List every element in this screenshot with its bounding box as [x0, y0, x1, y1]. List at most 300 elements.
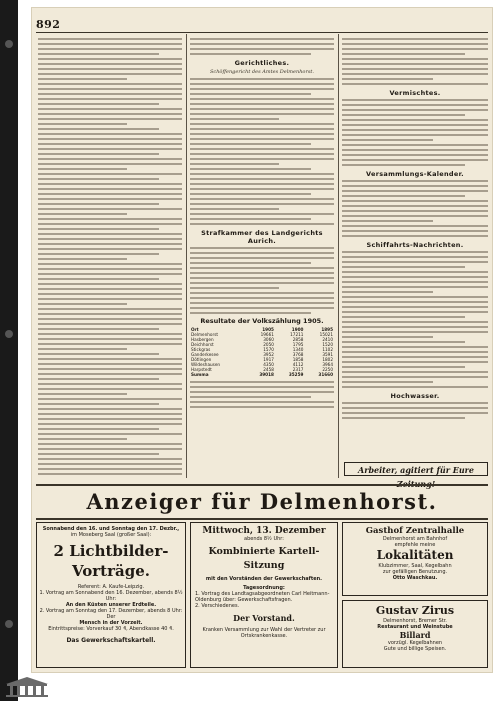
text-line — [38, 443, 182, 445]
text-line — [342, 48, 488, 50]
text-line — [38, 298, 182, 300]
text-line — [38, 108, 182, 110]
text-line — [342, 376, 488, 378]
column-rule-right — [338, 34, 339, 478]
text-line — [190, 113, 334, 115]
text-line — [342, 286, 488, 288]
text-line — [38, 433, 182, 435]
text-line — [342, 346, 488, 348]
banner-top-rule — [36, 484, 488, 486]
text-line — [190, 267, 334, 269]
text-line — [342, 185, 488, 187]
text-line — [342, 215, 488, 217]
text-line — [342, 326, 488, 328]
text-line — [38, 428, 159, 430]
text-line — [38, 393, 127, 395]
census-cell: 35259 — [288, 372, 304, 377]
text-line — [190, 312, 311, 314]
text-line — [342, 402, 488, 404]
text-line — [190, 188, 334, 190]
ad-line: Klubzimmer, Saal, Kegelbahn — [378, 563, 452, 569]
text-line — [190, 108, 334, 110]
text-line — [38, 343, 182, 345]
text-line — [190, 118, 279, 120]
text-line — [190, 203, 334, 205]
census-table — [190, 327, 334, 377]
text-line — [38, 208, 182, 210]
ad-line: Billard — [399, 630, 431, 640]
text-line — [38, 153, 159, 155]
text-line — [38, 268, 182, 270]
text-line — [342, 341, 465, 343]
text-line — [190, 128, 334, 130]
text-line — [190, 103, 334, 105]
text-line — [342, 261, 488, 263]
text-line — [342, 235, 488, 237]
census-cell: Ort — [191, 327, 199, 332]
ad-line: Gasthof Zentralhalle — [365, 526, 465, 536]
text-line — [38, 328, 159, 330]
ad-agenda-item: 2. Verschiedenes. — [195, 603, 240, 609]
text-line — [38, 363, 182, 365]
text-line — [38, 218, 182, 220]
text-line — [190, 257, 334, 259]
text-line — [38, 413, 182, 415]
text-line — [38, 383, 182, 385]
text-line — [342, 366, 465, 368]
ad-line: Sonnabend den 16. und Sonntag den 17. Dezbr., — [42, 526, 180, 532]
binding-hole — [5, 330, 13, 338]
text-line — [342, 104, 488, 106]
text-line — [190, 88, 334, 90]
census-cell: Dötlingen — [191, 357, 212, 362]
ad-line: An den Küsten unserer Erdteile. — [65, 602, 157, 608]
text-line — [38, 288, 182, 290]
ad-line: im Moseberg Saal (großer Saal): — [70, 532, 152, 538]
text-line — [38, 458, 182, 460]
text-line — [38, 258, 127, 260]
census-cell: Ganderkesee — [191, 352, 219, 357]
text-line — [38, 203, 159, 205]
text-line — [342, 331, 488, 333]
text-line — [38, 318, 182, 320]
text-line — [342, 356, 488, 358]
text-line — [190, 262, 311, 264]
text-line — [342, 43, 488, 45]
text-line — [342, 306, 488, 308]
text-line — [38, 303, 127, 305]
census-cell: 1917 — [263, 357, 274, 362]
text-line — [190, 406, 334, 408]
text-line — [38, 38, 182, 40]
text-line — [190, 391, 334, 393]
text-line — [38, 148, 182, 150]
section-heading: Schiffahrts-Nachrichten. — [366, 241, 464, 249]
center-column — [190, 38, 334, 478]
text-line — [190, 38, 334, 40]
text-line — [342, 200, 488, 202]
text-line — [342, 53, 465, 55]
text-line — [38, 398, 182, 400]
text-line — [38, 248, 182, 250]
ad-line: abends 8½ Uhr: — [244, 536, 284, 542]
text-line — [38, 43, 182, 45]
ad-line: Delmenhorst, Bremer Str. — [383, 618, 447, 624]
text-line — [190, 381, 334, 383]
census-cell: 4350 — [263, 362, 274, 367]
text-line — [38, 358, 182, 360]
text-line — [342, 109, 488, 111]
census-cell: 2317 — [292, 367, 304, 372]
text-line — [190, 396, 311, 398]
census-cell: 1802 — [322, 357, 333, 362]
ad-agenda-item: 1. Vortrag des Landtagsabgeordneten Carl Heitmann-Oldenburg über: Gewerkschaftsfragen. — [195, 591, 330, 603]
text-line — [38, 123, 127, 125]
census-cell: 3591 — [322, 352, 333, 357]
text-line — [342, 256, 488, 258]
text-line — [342, 180, 488, 182]
ad-footer: Das Gewerkschaftskartell. — [66, 637, 156, 644]
text-line — [190, 223, 334, 225]
text-line — [38, 193, 182, 195]
text-line — [38, 353, 159, 355]
text-line — [190, 138, 334, 140]
text-line — [342, 296, 488, 298]
ad-kartell-sitzung — [190, 522, 338, 668]
ad-notice: Kranken Versammlung zur Wahl der Vertreter zur Ortskrankenkasse. — [202, 627, 326, 639]
ad-line: Referent: A. Kaufe-Leipzig. — [77, 584, 145, 590]
text-line — [342, 371, 488, 373]
right-column — [342, 38, 488, 458]
ad-line: Restaurant und Weinstube — [377, 624, 453, 630]
text-line — [342, 381, 433, 383]
census-cell: 31660 — [318, 372, 333, 377]
text-line — [342, 225, 488, 227]
text-line — [38, 118, 182, 120]
text-line — [342, 407, 488, 409]
ad-lichtbilder — [36, 522, 186, 668]
text-line — [38, 453, 159, 455]
text-line — [190, 168, 311, 170]
text-line — [190, 218, 311, 220]
text-line — [38, 423, 182, 425]
section-heading: Versammlungs-Kalender. — [366, 170, 464, 178]
section-heading: Hochwasser. — [390, 392, 440, 400]
text-line — [38, 313, 182, 315]
text-line — [342, 114, 465, 116]
text-line — [190, 148, 334, 150]
text-line — [342, 129, 488, 131]
census-cell: Deichhorst — [191, 342, 214, 347]
census-cell: 3768 — [292, 352, 304, 357]
arbeiter-ad: Arbeiter, agitiert für Eure — [344, 462, 488, 476]
text-line — [342, 58, 488, 60]
ad-footer: Der Vorstand. — [233, 613, 295, 623]
text-line — [190, 213, 334, 215]
text-line — [190, 302, 334, 304]
text-line — [342, 73, 488, 75]
text-line — [190, 287, 279, 289]
text-line — [38, 368, 182, 370]
text-line — [342, 316, 465, 318]
census-cell: 39018 — [259, 372, 274, 377]
text-line — [342, 291, 433, 293]
text-line — [190, 208, 279, 210]
text-line — [190, 277, 334, 279]
text-line — [190, 193, 311, 195]
banner-bottom-rule — [36, 518, 488, 520]
scan-border — [0, 0, 18, 701]
census-cell: Hasbergen — [191, 337, 214, 342]
text-line — [342, 276, 488, 278]
text-line — [342, 205, 488, 207]
text-line — [38, 88, 182, 90]
text-line — [342, 336, 433, 338]
text-line — [38, 448, 182, 450]
ad-line: Mittwoch, 13. Dezember — [202, 526, 326, 536]
top-rule — [36, 32, 488, 33]
text-line — [38, 378, 159, 380]
text-line — [342, 99, 488, 101]
text-line — [38, 278, 159, 280]
text-line — [342, 195, 465, 197]
text-line — [38, 63, 182, 65]
text-line — [38, 168, 127, 170]
text-line — [342, 386, 488, 388]
text-line — [38, 273, 182, 275]
text-line — [38, 188, 182, 190]
text-line — [38, 158, 182, 160]
text-line — [190, 247, 334, 249]
census-cell: 2858 — [292, 337, 304, 342]
text-line — [190, 282, 334, 284]
text-line — [38, 323, 182, 325]
text-line — [38, 333, 182, 335]
page-number: 892 — [36, 18, 61, 31]
text-line — [38, 143, 182, 145]
text-line — [342, 251, 488, 253]
census-cell: 15021 — [319, 332, 333, 337]
text-line — [38, 388, 182, 390]
text-line — [38, 133, 182, 135]
text-line — [342, 139, 433, 141]
text-line — [38, 418, 182, 420]
text-line — [38, 373, 182, 375]
text-line — [38, 283, 182, 285]
text-line — [38, 68, 182, 70]
census-cell: 1340 — [292, 347, 304, 352]
text-line — [38, 48, 182, 50]
text-line — [190, 158, 334, 160]
text-line — [38, 348, 127, 350]
text-line — [190, 153, 334, 155]
text-line — [38, 263, 182, 265]
text-line — [190, 93, 311, 95]
text-line — [38, 233, 182, 235]
ad-owner: Otto Waschkau. — [392, 575, 438, 581]
census-cell: Delmenhorst — [191, 332, 219, 337]
census-cell: 3060 — [263, 337, 274, 342]
text-line — [190, 98, 334, 100]
text-line — [38, 198, 182, 200]
text-line — [38, 73, 182, 75]
text-line — [190, 78, 334, 80]
census-cell: 1570 — [263, 347, 274, 352]
text-line — [190, 143, 311, 145]
text-line — [342, 134, 488, 136]
census-cell: 2250 — [322, 367, 333, 372]
ad-agenda-title: Tagesordnung: — [243, 585, 285, 591]
ad-headline: Lokalitäten — [376, 548, 454, 562]
text-line — [342, 210, 488, 212]
text-line — [342, 63, 488, 65]
text-line — [38, 103, 159, 105]
text-line — [342, 361, 488, 363]
text-line — [38, 213, 127, 215]
census-row — [190, 372, 334, 377]
ad-headline: Kombinierte Kartell-Sitzung — [208, 546, 320, 571]
text-line — [190, 163, 279, 165]
text-line — [38, 163, 182, 165]
text-line — [38, 178, 159, 180]
text-line — [190, 43, 334, 45]
text-line — [190, 83, 334, 85]
text-line — [38, 83, 182, 85]
ad-zentralhalle — [342, 522, 488, 596]
text-line — [38, 408, 182, 410]
text-line — [190, 252, 334, 254]
census-cell: 1520 — [322, 342, 333, 347]
text-line — [38, 228, 159, 230]
text-line — [342, 83, 488, 85]
text-line — [190, 307, 334, 309]
text-line — [342, 230, 488, 232]
text-line — [342, 412, 488, 414]
text-line — [190, 292, 334, 294]
text-line — [190, 173, 334, 175]
census-cell: 1858 — [292, 357, 304, 362]
text-line — [38, 338, 182, 340]
census-cell: 17211 — [290, 332, 304, 337]
ad-line: Eintrittspreise: Vorverkauf 30 ₰, Abendkasse 40 ₰. — [48, 626, 174, 632]
text-line — [38, 223, 182, 225]
section-subheading: Schöffengericht des Amtes Delmenhorst. — [209, 69, 314, 75]
text-line — [342, 281, 488, 283]
census-cell: 1900 — [291, 327, 304, 332]
text-line — [342, 311, 488, 313]
census-cell: 2458 — [263, 367, 274, 372]
text-line — [38, 173, 182, 175]
text-line — [38, 243, 182, 245]
text-line — [38, 308, 182, 310]
text-line — [342, 119, 488, 121]
anzeiger-banner: Anzeiger für Delmenhorst. — [86, 489, 438, 514]
text-line — [38, 403, 159, 405]
text-line — [342, 149, 488, 151]
text-line — [38, 53, 159, 55]
census-cell: 3952 — [263, 352, 274, 357]
left-column-text — [38, 38, 182, 478]
text-line — [190, 48, 334, 50]
text-line — [38, 473, 182, 475]
text-line — [38, 98, 182, 100]
text-line — [38, 468, 182, 470]
text-line — [342, 38, 488, 40]
text-line — [342, 220, 433, 222]
census-cell: Harpstedt — [191, 367, 212, 372]
ad-line: vorzügl. Kegelbahnen — [387, 640, 443, 646]
text-line — [342, 164, 465, 166]
census-table-title: Resultate der Volkszählung 1905. — [200, 317, 324, 325]
text-line — [342, 144, 488, 146]
text-line — [190, 297, 334, 299]
text-line — [190, 183, 334, 185]
text-line — [342, 159, 488, 161]
text-line — [190, 401, 334, 403]
text-line — [38, 138, 182, 140]
text-line — [190, 123, 334, 125]
ad-line: empfehle meine — [394, 542, 436, 548]
ad-line: 1. Vortrag am Sonnabend den 16. Dezember, abends 8½ Uhr: — [39, 590, 183, 602]
ad-line: Mensch in der Vorzeit. — [79, 620, 143, 626]
section-heading: Vermischtes. — [389, 89, 441, 97]
text-line — [190, 178, 334, 180]
text-line — [38, 238, 182, 240]
text-line — [342, 154, 488, 156]
ad-line: zur gefälligen Benutzung. — [382, 569, 448, 575]
ad-line: Delmenhorst am Bahnhof — [382, 536, 448, 542]
ad-line: mit den Vorständen der Gewerkschaften. — [205, 576, 323, 582]
census-cell: Stickgras — [191, 347, 211, 352]
text-line — [342, 301, 488, 303]
library-building-icon — [4, 676, 50, 698]
text-line — [342, 351, 488, 353]
section-heading: Strafkammer des Landgerichts Aurich. — [201, 229, 323, 245]
census-cell: 2410 — [322, 337, 333, 342]
census-cell: 1102 — [322, 347, 333, 352]
census-cell: 1795 — [292, 342, 304, 347]
text-line — [342, 417, 465, 419]
text-line — [342, 78, 433, 80]
ad-headline: 2 Lichtbilder-Vorträge. — [53, 542, 169, 580]
section-heading: Gerichtliches. — [234, 59, 290, 67]
text-line — [38, 78, 127, 80]
text-line — [342, 124, 488, 126]
text-line — [38, 183, 182, 185]
column-rule-left — [186, 34, 187, 478]
ad-line: Gute und billige Speisen. — [383, 646, 447, 652]
ad-headline: Gustav Zirus — [375, 604, 455, 617]
text-line — [190, 198, 334, 200]
census-cell: Wildeshausen — [191, 362, 221, 367]
text-line — [38, 128, 159, 130]
text-line — [190, 53, 311, 55]
text-line — [190, 272, 334, 274]
text-line — [190, 386, 334, 388]
text-line — [38, 293, 182, 295]
text-line — [342, 271, 488, 273]
text-line — [38, 113, 182, 115]
text-line — [190, 133, 334, 135]
text-line — [38, 93, 182, 95]
census-cell: 3964 — [322, 362, 333, 367]
ad-line: 2. Vortrag am Sonntag den 17. Dezember, abends 8 Uhr: Der — [39, 608, 183, 620]
binding-hole — [5, 40, 13, 48]
text-line — [38, 463, 182, 465]
text-line — [38, 253, 159, 255]
census-cell: 2050 — [263, 342, 274, 347]
ad-gustav-zirus — [342, 600, 488, 668]
